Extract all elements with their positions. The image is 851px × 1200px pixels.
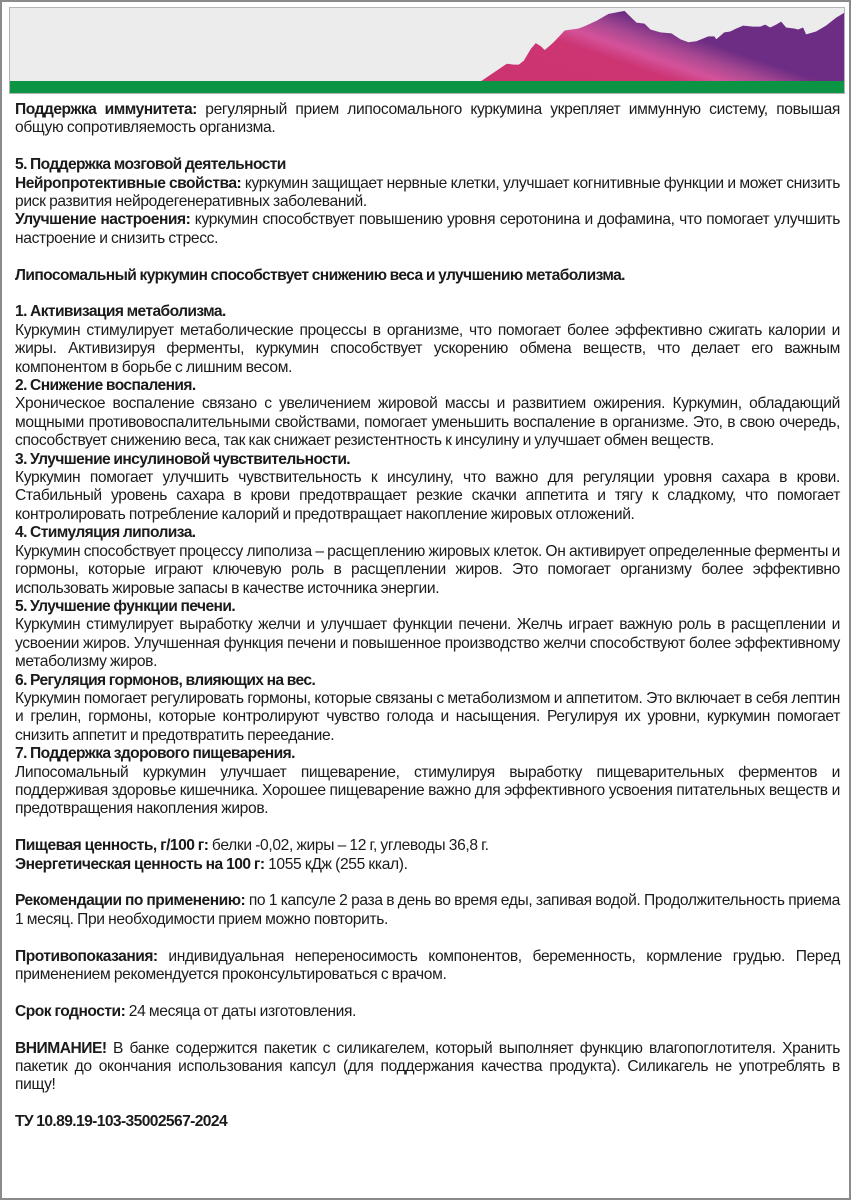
contraindications-label: Противопоказания: [15, 947, 158, 965]
energy-text: 1055 кДж (255 ккал). [264, 855, 408, 873]
weight-section-text: Куркумин помогает улучшить чувствительность к инсулину, что важно для регуляции уровня сахара в крови. Стабильный уровень сахара в крови предотвращает резкие скачки аппетита и тягу к сладкому, что помогает контролировать потребление калорий и предотвращает накопление жировых отложений. [15, 469, 840, 523]
usage-label: Рекомендации по применению: [15, 892, 246, 910]
nutrition-facts [15, 837, 840, 855]
brain-item-text: куркумин способствует повышению уровня серотонина и дофамина, что помогает улучшить настроение и снизить стресс. [15, 211, 840, 247]
brain-item-mood [15, 211, 840, 248]
weight-section-text: Куркумин стимулирует выработку желчи и улучшает функции печени. Желчь играет важную роль в расщеплении и усвоении жиров. Улучшенная функция печени и повышенное производство желчи способствуют более эффективному метаболизму жиров. [15, 616, 840, 671]
weight-section-text: Куркумин стимулирует метаболические процессы в организме, что помогает более эффективно сжигать калории и жиры. Активизируя ферменты, куркумин способствует ускорению обмена веществ, что делает его важным компонентом в борьбе с лишним весом. [15, 321, 840, 376]
label-text [15, 101, 840, 1132]
green-stripe [10, 81, 844, 93]
brain-item-label: Нейропротективные свойства: [15, 174, 242, 192]
header-banner [9, 7, 845, 94]
weight-section-heading: 7. Поддержка здорового пищеварения. [15, 745, 295, 763]
usage-recommendations [15, 892, 840, 929]
nutrition-label: Пищевая ценность, г/100 г: [15, 837, 209, 855]
brain-item-neuroprotective [15, 175, 840, 212]
brain-item-text: куркумин защищает нервные клетки, улучшает когнитивные функции и может снизить риск развития нейродегенеративных заболеваний. [15, 174, 840, 211]
nutrition-text: белки -0,02, жиры – 12 г, углеводы 36,8 г. [208, 837, 489, 855]
weight-section-heading: 5. Улучшение функции печени. [15, 597, 236, 615]
contraindications [15, 948, 840, 985]
immunity-label: Поддержка иммунитета: [15, 101, 197, 118]
weight-section-heading: 6. Регуляция гормонов, влияющих на вес. [15, 671, 316, 689]
weight-section-text: Липосомальный куркумин улучшает пищеварение, стимулируя выработку пищеварительных ферментов и поддерживая здоровье кишечника. Хорошее пищеварение важно для эффективного усвоения питательных веществ и предотвращения накопления жиров. [15, 763, 840, 818]
weight-section-text: Куркумин способствует процессу липолиза – расщеплению жировых клеток. Он активирует определенные ферменты и гормоны, которые играют ключевую роль в расщеплении жиров. Это помогает организму более эффективно использовать жировые запасы в качестве источника энергии. [15, 542, 840, 597]
weight-section-text: Хроническое воспаление связано с увеличением жировой массы и развитием ожирения. Куркумин, обладающий мощными противовоспалительными свойствами, помогает уменьшить воспаление в организме. Это, в свою очередь, способствует снижению веса, так как снижает резистентность к инсулину и улучшает обмен веществ. [15, 395, 840, 450]
shelf-life [15, 1003, 840, 1021]
energy-value [15, 856, 840, 874]
weight-section-text: Куркумин помогает регулировать гормоны, которые связаны с метаболизмом и аппетитом. Это включает в себя лептин и грелин, гормоны, которые контролируют чувство голода и насыщения. Регулируя их уровни, куркумин помогает снизить аппетит и предотвратить переедание. [15, 689, 840, 744]
energy-label: Энергетическая ценность на 100 г: [15, 855, 265, 873]
weight-intro: Липосомальный куркумин способствует снижению веса и улучшению метаболизма. [15, 266, 625, 284]
usage-text: по 1 капсуле 2 раза в день во время еды, запивая водой. Продолжительность приема 1 месяц. При необходимости прием можно повторить. [15, 892, 841, 928]
brain-heading: 5. Поддержка мозговой деятельности [15, 156, 286, 174]
immunity-paragraph [15, 101, 840, 138]
weight-section-heading: 4. Стимуляция липолиза. [15, 524, 196, 542]
weight-section-heading: 1. Активизация метаболизма. [15, 303, 226, 321]
contraindications-text: индивидуальная непереносимость компонентов, беременность, кормление грудью. Перед применением рекомендуется проконсультироваться с врачом. [15, 947, 840, 983]
brain-item-label: Улучшение настроения: [15, 211, 191, 229]
technical-standard-code: ТУ 10.89.19-103-35002567-2024 [15, 1113, 228, 1131]
immunity-text: регулярный прием липосомального куркумина укрепляет иммунную систему, повышая общую сопротивляемость организма. [15, 101, 840, 137]
warning-label: ВНИМАНИЕ! [15, 1039, 107, 1057]
shelf-life-text: 24 месяца от даты изготовления. [125, 1002, 357, 1020]
shelf-life-label: Срок годности: [15, 1002, 126, 1020]
warning-text: В банке содержится пакетик с силикагелем, который выполняет функцию влагопоглотителя. Хранить пакетик до окончания использования капсул (для поддержания качества продукта). Силикагель не употреблять в пищу! [15, 1039, 840, 1094]
weight-section-heading: 2. Снижение воспаления. [15, 377, 196, 395]
warning-notice [15, 1040, 840, 1095]
weight-section-heading: 3. Улучшение инсулиновой чувствительности. [15, 450, 351, 468]
